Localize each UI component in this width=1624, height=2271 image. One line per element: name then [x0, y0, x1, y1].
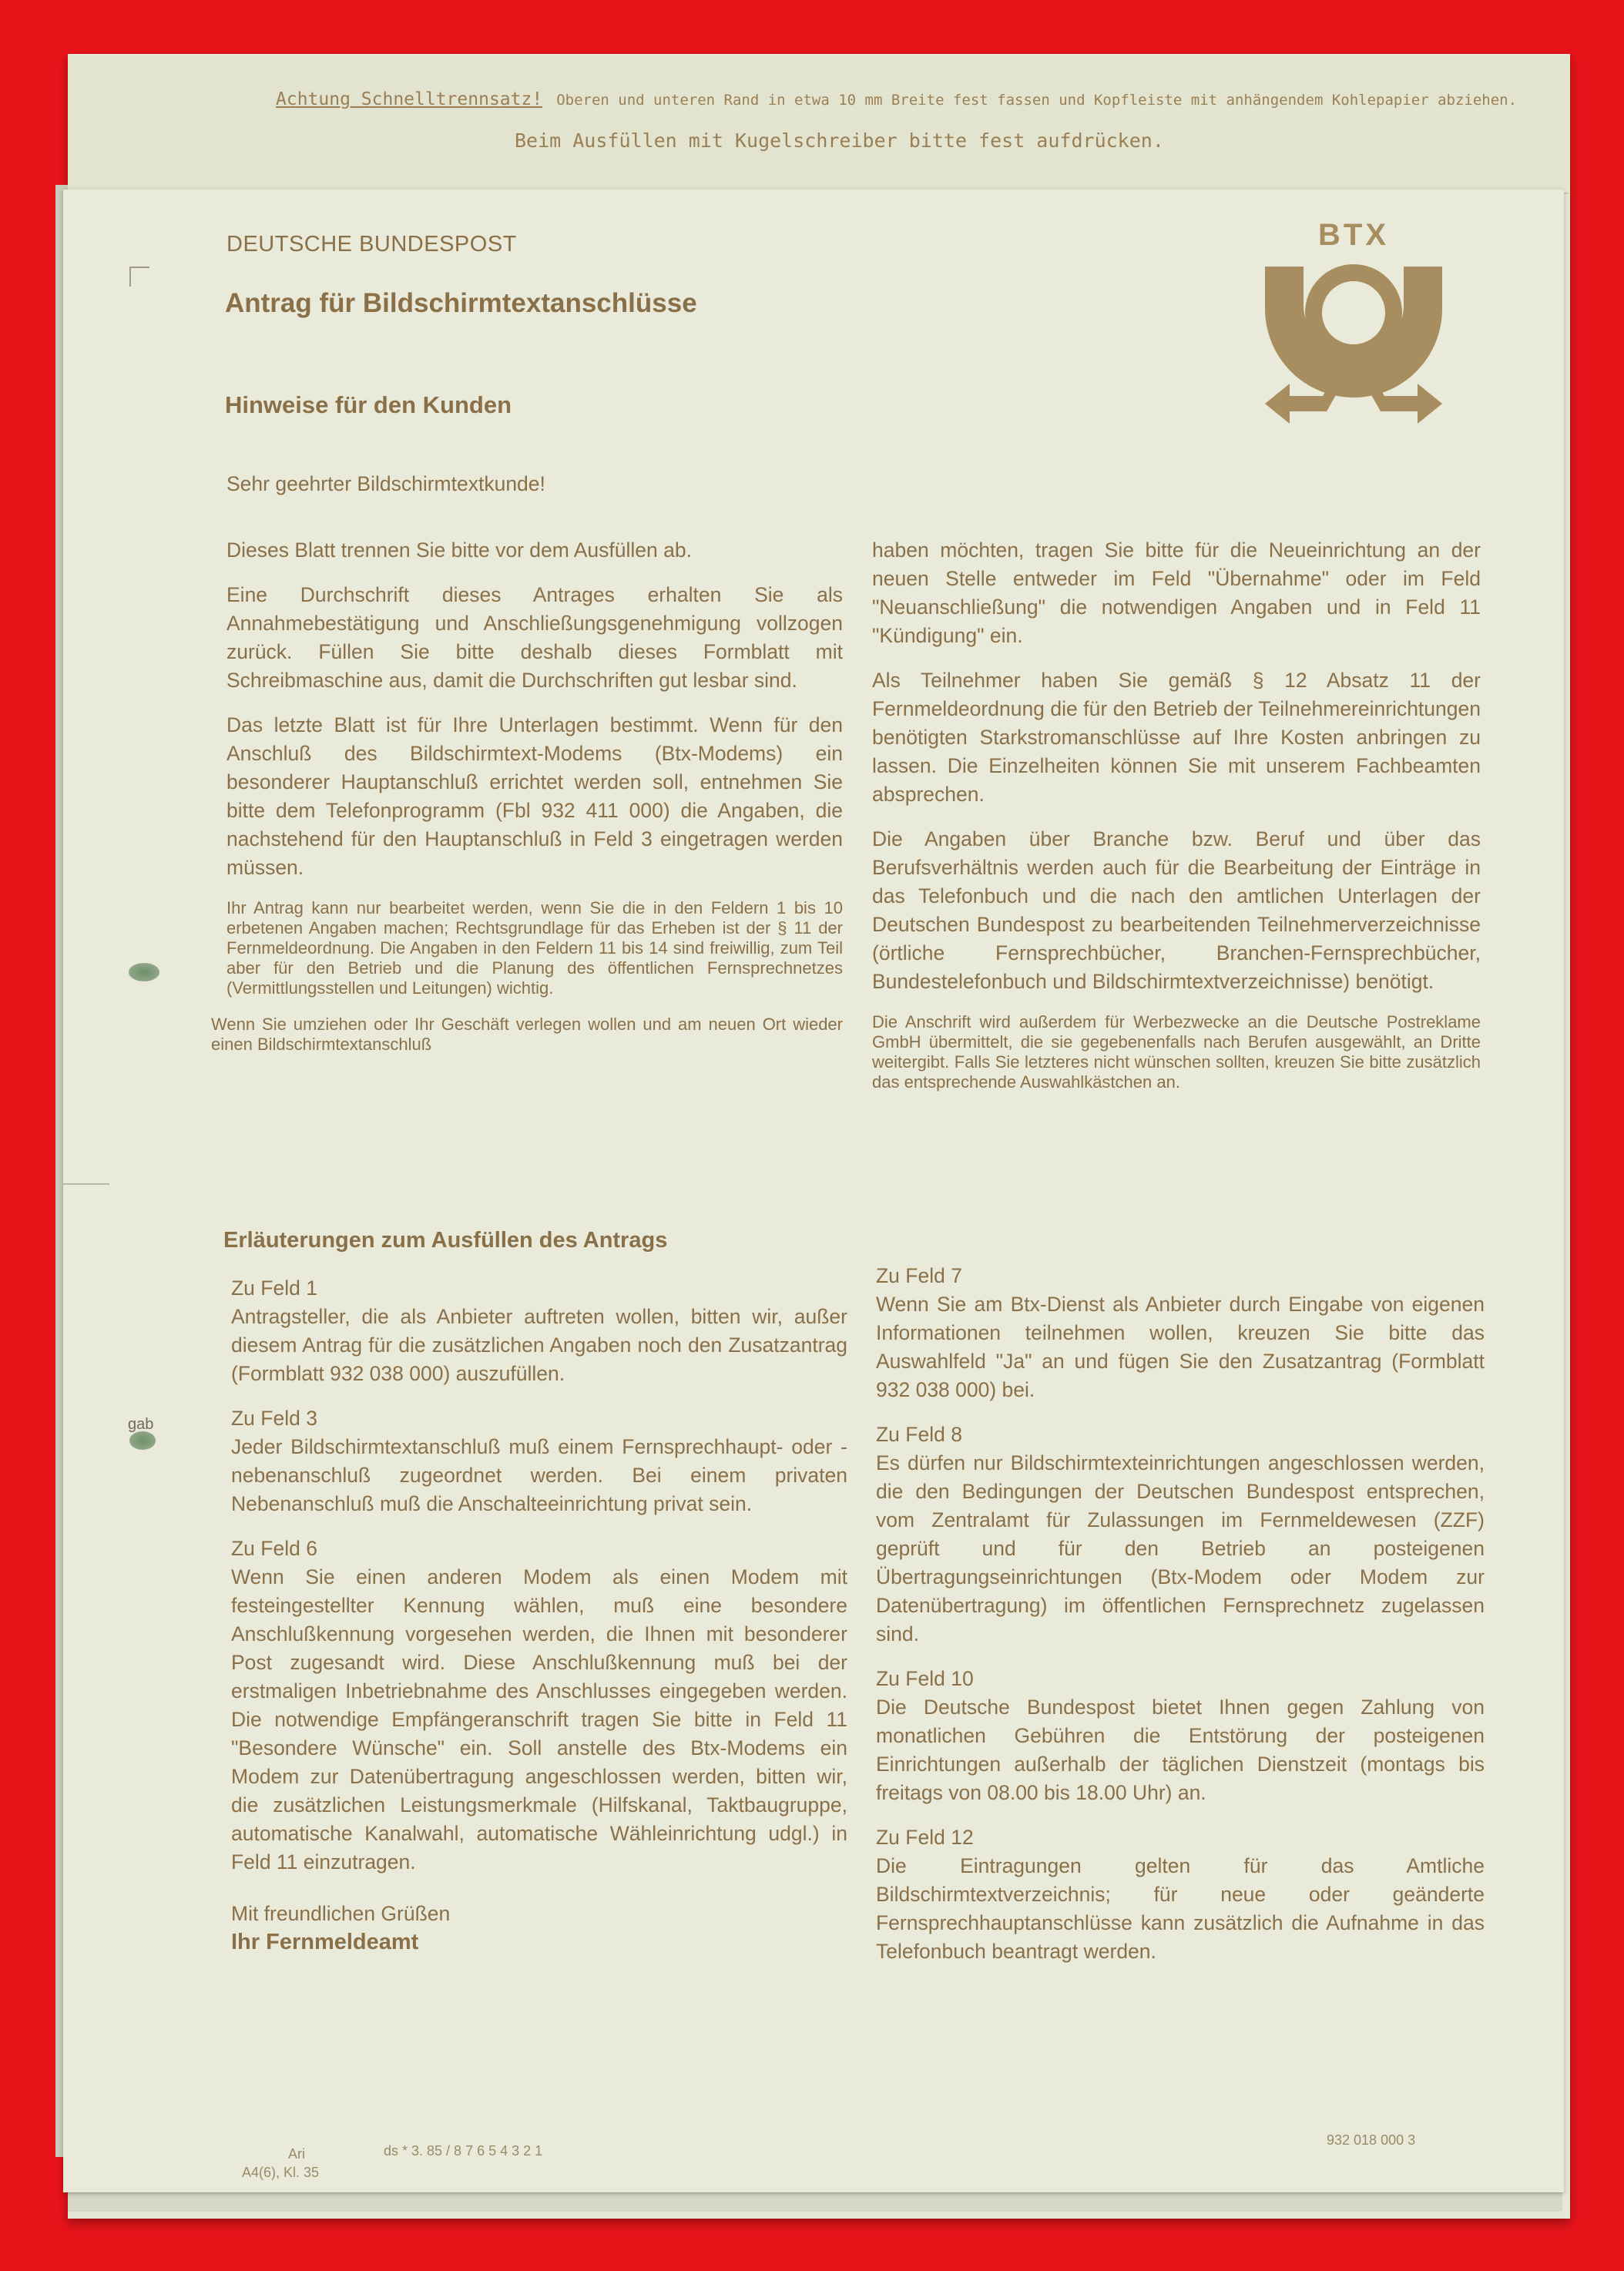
field-note-text: Es dürfen nur Bildschirmtexteinrichtungen angeschlossen werden, die den Bedingungen der Deutschen Bundespost entsprechen, vom Zentralamt für Zulassungen im Fernmeldewesen (ZZF) geprüft und für den Betrieb an posteigenen Übertragungseinrichtungen (Btx-Modem oder Modem zur Datenübertragung) im öffentlichen Fernsprechnetz zugelassen sind. [876, 1451, 1485, 1645]
explanations-heading: Erläuterungen zum Ausfüllen des Antrags [223, 1228, 668, 1253]
form-page [63, 190, 1564, 2192]
ink-stain [129, 1431, 156, 1450]
field-note-label: Zu Feld 12 [876, 1826, 974, 1849]
customer-notes-heading: Hinweise für den Kunden [225, 391, 512, 418]
ink-stain [129, 963, 159, 981]
field-note-7 [876, 1262, 1485, 1404]
posthorn-icon [1242, 213, 1465, 428]
field-note-label: Zu Feld 8 [876, 1423, 962, 1446]
field-note-text: Antragsteller, die als Anbieter auftreten wollen, bitten wir, außer diesem Antrag für die zusätzlichen Angaben noch den Zusatzantrag (Formblatt 932 038 000) auszufüllen. [231, 1305, 847, 1385]
print-code: ds * 3. 85 / 8 7 6 5 4 3 2 1 [384, 2143, 543, 2159]
field-note-8 [876, 1421, 1485, 1649]
field-note-label: Zu Feld 10 [876, 1667, 974, 1690]
closing-sender: Ihr Fernmeldeamt [231, 1930, 419, 1954]
corner-mark [129, 267, 149, 287]
explanations-left-column [231, 1274, 847, 1957]
note-paragraph: Als Teilnehmer haben Sie gemäß § 12 Absatz 11 der Fernmeldeordnung die für den Betrieb der Teilnehmereinrichtungen benötigten Starkstromanschlüsse auf Ihre Kosten anbringen zu lassen. Die Einzelheiten können Sie mit unserem Fachbeamten absprechen. [872, 669, 1481, 806]
explanations-right-column [876, 1262, 1485, 1982]
note-paragraph: Das letzte Blatt ist für Ihre Unterlagen bestimmt. Wenn für den Anschluß des Bildschirmtext-Modems (Btx-Modems) ein besonderer Hauptanschluß errichtet werden soll, entnehmen Sie bitte dem Telefonprogramm (Fbl 932 411 000) die Angaben, die nachstehend für den Hauptanschluß in Feld 3 eingetragen werden müssen. [226, 713, 843, 879]
stamp-fragment: gab [128, 1416, 154, 1433]
note-paragraph: Die Anschrift wird außerdem für Werbezwecke an die Deutsche Postreklame GmbH übermittelt, die sie gegebenenfalls nach Berufen ausgewählt, an Dritte weitergibt. Falls Sie letzteres nicht wünschen sollten, kreuzen Sie bitte zusätzlich das entsprechende Auswahlkästchen an. [872, 1012, 1481, 1092]
field-note-text: Wenn Sie einen anderen Modem als einen Modem mit festeingestellter Kennung wählen, muß eine besondere Anschlußkennung vorgesehen werden, die Ihnen mit besonderer Post zugesandt wird. Diese Anschlußkennung muß bei der erstmaligen Inbetriebnahme des Anschlusses eingegeben werden. Die notwendige Empfängeranschrift tragen Sie bitte in Feld 11 "Besondere Wünsche" ein. Soll anstelle des Btx-Modems ein Modem zur Datenübertragung angeschlossen werden, bitten wir, die zusätzlichen Leistungsmerkmale (Hilfskanal, Taktbaugruppe, automatische Kanalwahl, automatische Wähleinrichtung udgl.) in Feld 11 einzutragen. [231, 1565, 847, 1873]
field-note-label: Zu Feld 3 [231, 1407, 317, 1430]
posthorn-logo [1242, 213, 1465, 428]
field-note-text: Die Eintragungen gelten für das Amtliche Bildschirmtextverzeichnis; für neue oder geänderte Fernsprechhauptanschlüsse kann zusätzlich die Aufnahme in das Telefonbuch beantragt werden. [876, 1854, 1485, 1963]
note-paragraph: Eine Durchschrift dieses Antrages erhalten Sie als Annahmebestätigung und Anschließungsgenehmigung vollzogen zurück. Füllen Sie bitte deshalb dieses Formblatt mit Schreibmaschine aus, damit die Durchschriften gut lesbar sind. [226, 583, 843, 692]
field-note-10 [876, 1665, 1485, 1807]
field-note-text: Wenn Sie am Btx-Dienst als Anbieter durch Eingabe von eigenen Informationen teilnehmen wollen, kreuzen Sie bitte das Auswahlfeld "Ja" an und fügen Sie den Zusatzantrag (Formblatt 932 038 000) bei. [876, 1293, 1485, 1401]
footer-code-b: A4(6), Kl. 35 [242, 2165, 320, 2180]
note-paragraph: Dieses Blatt trennen Sie bitte vor dem Ausfüllen ab. [226, 538, 692, 562]
form-number: 932 018 000 3 [1327, 2132, 1416, 2148]
quick-separation-warning: Achtung Schnelltrennsatz! [276, 89, 543, 109]
fold-mark [63, 1183, 109, 1185]
field-note-text: Jeder Bildschirmtextanschluß muß einem Fernsprechhaupt- oder -nebenanschluß zugeordnet werden. Bei einem privaten Nebenanschluß muß die Anschalteeinrichtung privat sein. [231, 1435, 847, 1515]
document-title: Antrag für Bildschirmtextanschlüsse [225, 288, 697, 318]
note-paragraph: Wenn Sie umziehen oder Ihr Geschäft verlegen wollen und am neuen Ort wieder einen Bildschirmtextanschluß [211, 1015, 843, 1054]
closing-block [231, 1900, 847, 1957]
field-note-text: Die Deutsche Bundespost bietet Ihnen gegen Zahlung von monatlichen Gebühren die Entstörung der posteigenen Einrichtungen außerhalb der täglichen Dienstzeit (montags bis freitags von 08.00 bis 18.00 Uhr) an. [876, 1696, 1485, 1804]
salutation: Sehr geehrter Bildschirmtextkunde! [226, 472, 545, 495]
note-paragraph: Ihr Antrag kann nur bearbeitet werden, wenn Sie die in den Feldern 1 bis 10 erbetenen Angaben machen; Rechtsgrundlage für das Erheben ist der § 11 der Fernmeldeordnung. Die Angaben in den Feldern 11 bis 14 sind freiwillig, zum Teil aber für den Betrieb und die Planung des öffentlichen Fernsprechnetzes (Vermittlungsstellen und Leitungen) wichtig. [226, 898, 843, 998]
field-note-12 [876, 1823, 1485, 1966]
note-paragraph: haben möchten, tragen Sie bitte für die Neueinrichtung an der neuen Stelle entweder im Feld "Übernahme" oder im Feld "Neuanschließung" die notwendigen Angaben und in Feld 11 "Kündigung" ein. [872, 538, 1481, 647]
organization-name: DEUTSCHE BUNDESPOST [226, 232, 517, 257]
right-notes-column [872, 536, 1481, 1109]
closing-greeting: Mit freundlichen Grüßen [231, 1902, 451, 1925]
field-note-6 [231, 1535, 847, 1877]
ballpoint-note: Beim Ausfüllen mit Kugelschreiber bitte fest aufdrücken. [515, 129, 1164, 152]
left-notes-column [211, 536, 843, 1071]
field-note-label: Zu Feld 1 [231, 1276, 317, 1300]
note-paragraph: Die Angaben über Branche bzw. Beruf und über das Berufsverhältnis werden auch für die Bearbeitung der Einträge in das Telefonbuch und die nach den amtlichen Unterlagen der Deutschen Bundespost zu bearbeitenden Teilnehmerverzeichnisse (örtliche Fernsprechbücher, Branchen-Fernsprechbücher, Bundestelefonbuch und Bildschirmtextverzeichnisse) benötigt. [872, 827, 1481, 993]
field-note-1 [231, 1274, 847, 1388]
strip-instruction-line [276, 89, 1518, 109]
field-note-label: Zu Feld 6 [231, 1537, 317, 1560]
paper-edge-bottom [68, 2192, 1562, 2212]
field-note-3 [231, 1404, 847, 1518]
footer-code-a: Ari [288, 2146, 305, 2162]
strip-instruction: Oberen und unteren Rand in etwa 10 mm Breite fest fassen und Kopfleiste mit anhängendem Kohlepapier abziehen. [556, 92, 1518, 109]
logo-text: BTX [1318, 218, 1389, 252]
tear-off-header-strip [68, 55, 1569, 194]
field-note-label: Zu Feld 7 [876, 1264, 962, 1287]
